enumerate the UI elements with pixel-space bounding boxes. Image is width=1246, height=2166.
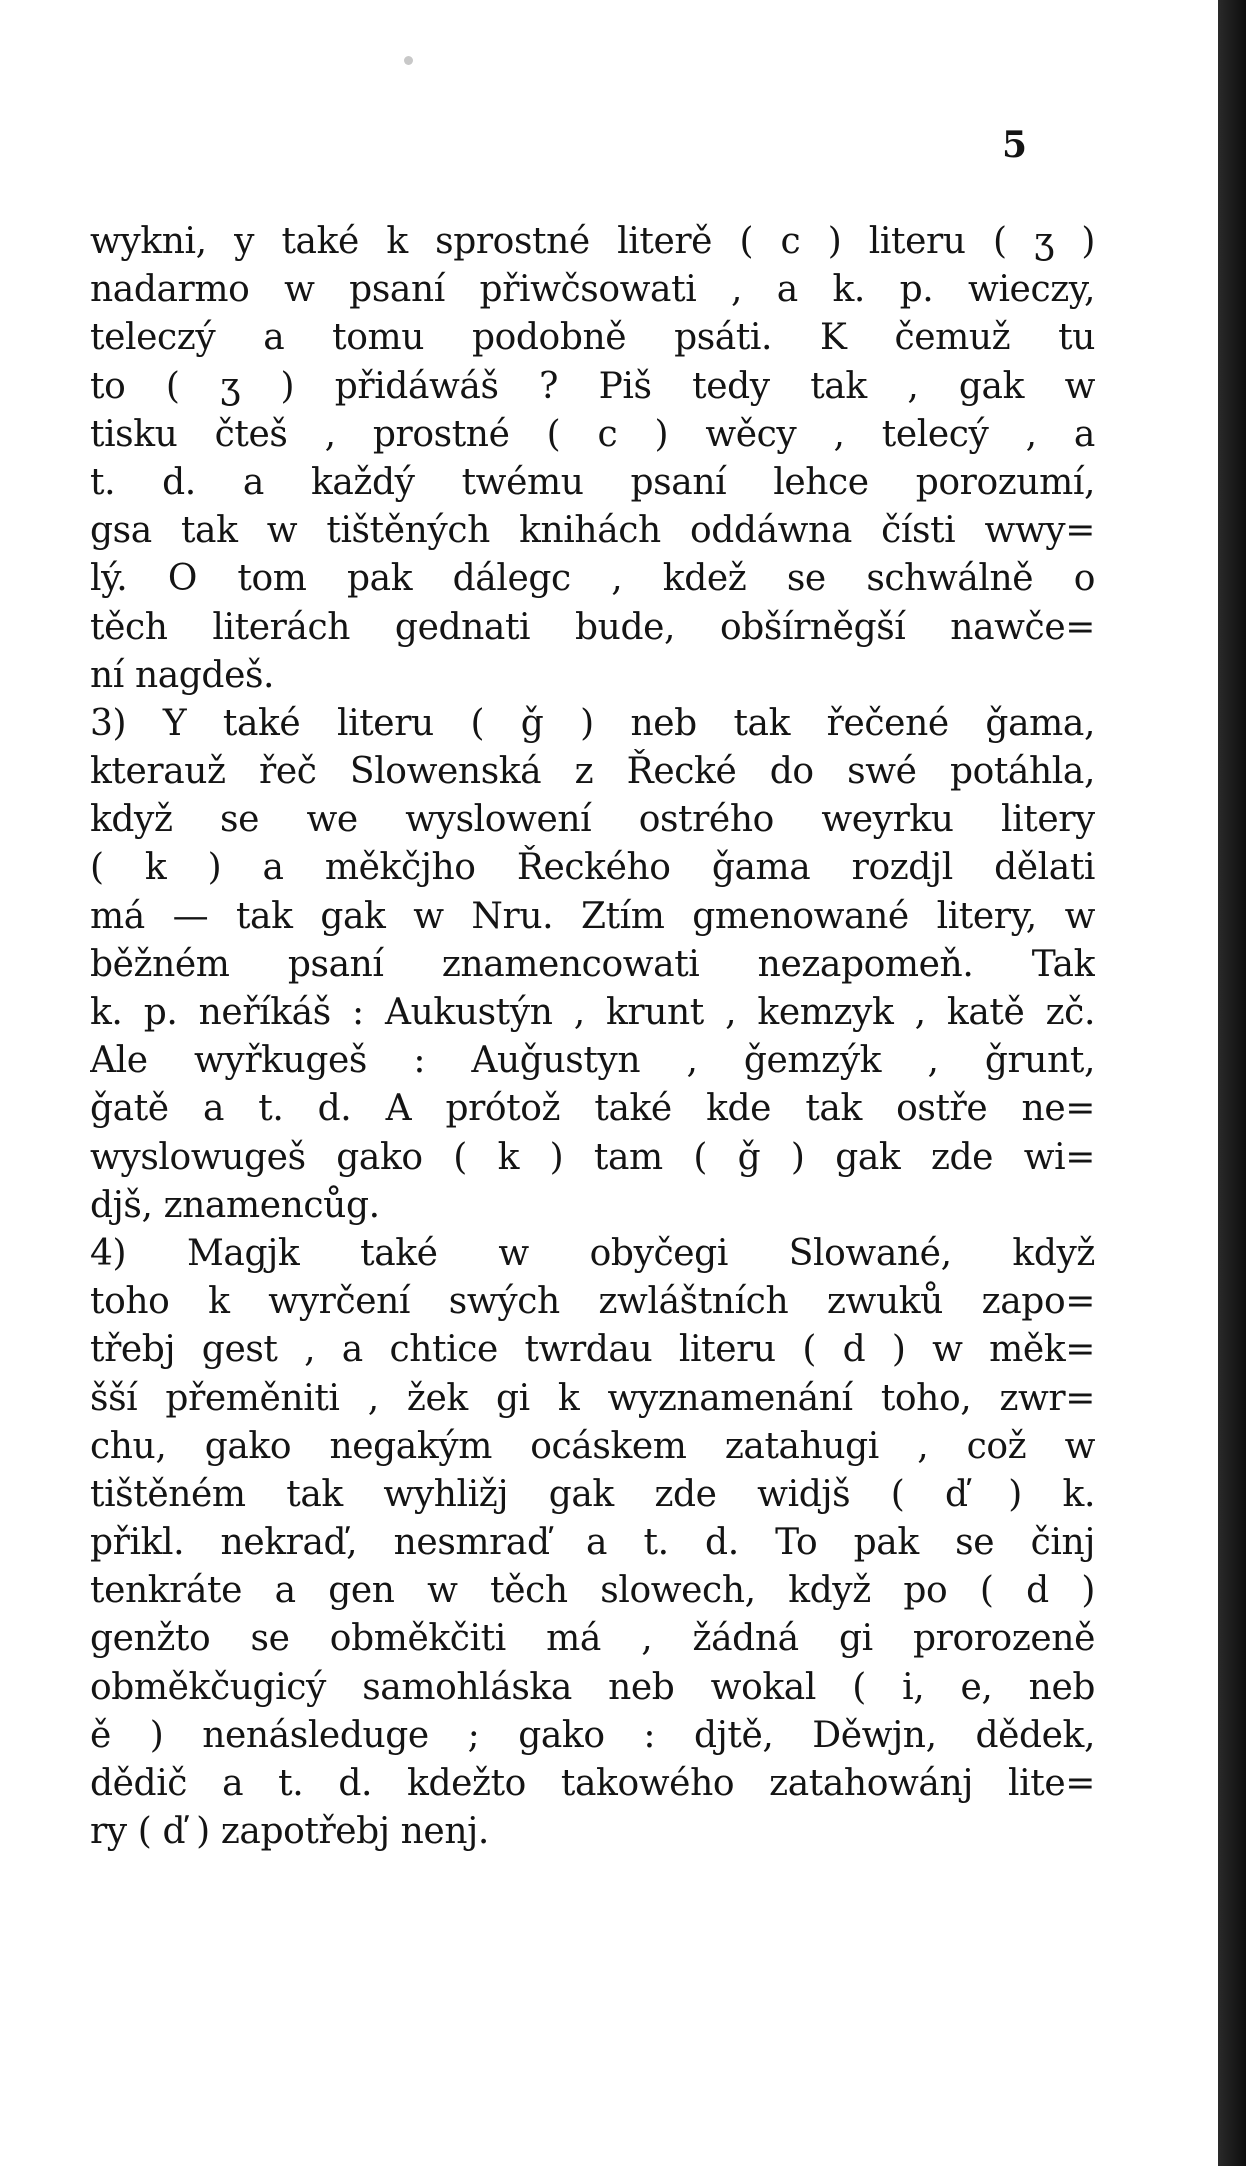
text-line: 4) Magjk také w obyčegi Slowané, když — [90, 1232, 1095, 1274]
text-line: přikl. nekraď, nesmraď a t. d. To pak se činj — [90, 1522, 1095, 1564]
text-line: obměkčugicý samohláska neb wokal ( i, e, neb — [90, 1666, 1095, 1708]
text-line: dědič a t. d. kdežto takowého zatahowánj lite= — [90, 1763, 1095, 1804]
text-line: tisku čteš , prostné ( c ) wěcy , telecý , a — [90, 413, 1095, 455]
text-line: 3) Y také literu ( ǧ ) neb tak řečené ǧama, — [90, 702, 1095, 744]
text-line: ní nagdeš. — [90, 654, 275, 696]
text-line: když se we wyslowení ostrého weyrku litery — [90, 799, 1095, 841]
text-line: nadarmo w psaní přiwčsowati , a k. p. wieczy, — [90, 269, 1095, 311]
text-line: wyslowugeš gako ( k ) tam ( ǧ ) gak zde wi= — [90, 1136, 1095, 1178]
book-spine — [1218, 0, 1246, 2166]
text-line: kterauž řeč Slowenská z Řecké do swé potáhla, — [90, 751, 1095, 793]
text-line: má — tak gak w Nru. Ztím gmenowané litery, w — [90, 895, 1095, 937]
text-line: lý. O tom pak dálegc , kdež se schwálně o — [90, 558, 1095, 600]
text-line: genžto se obměkčiti má , žádná gi prorozeně — [90, 1618, 1095, 1660]
text-line: to ( ʒ ) přidáwáš ? Piš tedy tak , gak w — [90, 365, 1095, 407]
text-line: teleczý a tomu podobně psáti. K čemuž tu — [90, 317, 1095, 359]
text-line: tištěném tak wyhližj gak zde widjš ( ď ) k. — [90, 1473, 1095, 1515]
text-line: k. p. neříkáš : Aukustýn , krunt , kemzyk , katě zč. — [90, 992, 1095, 1033]
text-line: běžném psaní znamencowati nezapomeň. Tak — [90, 943, 1095, 985]
text-line: toho k wyrčení swých zwláštních zwuků zapo= — [90, 1281, 1095, 1323]
text-line: chu, gako negakým ocáskem zatahugi , což w — [90, 1425, 1095, 1467]
text-line: těch literách gednati bude, obšírněgší nawče= — [90, 606, 1095, 648]
text-line: t. d. a každý twému psaní lehce porozumí, — [90, 461, 1095, 503]
ink-dot — [404, 56, 413, 65]
body-text — [90, 218, 1095, 1856]
text-line: tenkráte a gen w těch slowech, když po ( d ) — [90, 1570, 1095, 1612]
text-line: Ale wyřkugeš : Auǧustyn , ǧemzýk , ǧrunt, — [90, 1040, 1095, 1082]
text-line: ry ( ď ) zapotřebj nenj. — [90, 1811, 489, 1853]
text-line: wykni, y také k sprostné literě ( c ) literu ( ʒ ) — [90, 221, 1095, 262]
text-line: ě ) nenásleduge ; gako : djtě, Děwjn, dědek, — [90, 1714, 1095, 1756]
text-line: djš, znamencůg. — [90, 1184, 380, 1226]
text-line: gsa tak w tištěných knihách oddáwna čísti wwy= — [90, 510, 1095, 552]
page-number: 5 — [1002, 124, 1028, 166]
text-line: šší přeměniti , žek gi k wyznamenání toho, zwr= — [90, 1377, 1095, 1419]
text-line: třebj gest , a chtice twrdau literu ( d ) w měk= — [90, 1329, 1095, 1371]
text-line: ( k ) a měkčjho Řeckého ǧama rozdjl dělati — [90, 847, 1095, 889]
text-line: ǧatě a t. d. A prótož také kde tak ostře ne= — [90, 1088, 1095, 1130]
